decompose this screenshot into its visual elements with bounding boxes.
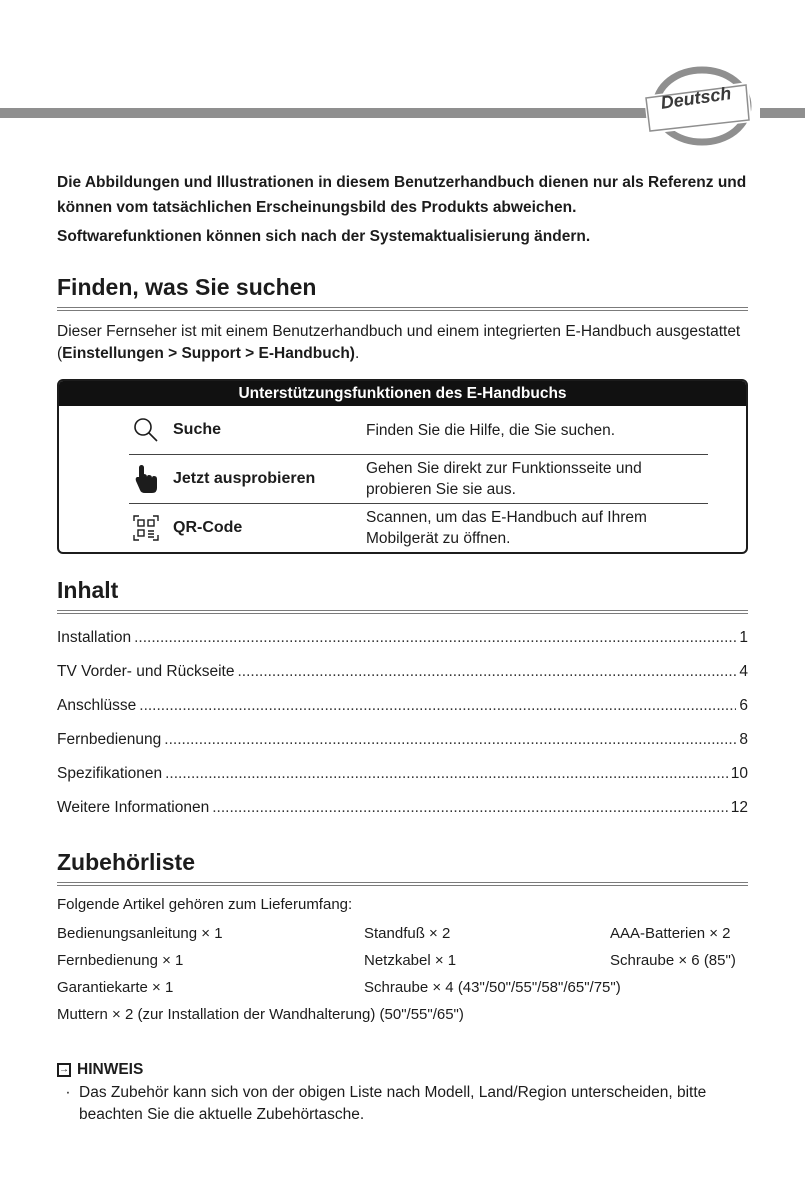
note-block (57, 1060, 748, 1126)
find-text-post: . (354, 345, 360, 362)
note-arrow-icon: → (59, 1064, 69, 1075)
software-note-text: Softwarefunktionen können sich nach der Systemaktualisierung ändern. (57, 228, 591, 245)
note-heading (57, 1060, 748, 1080)
table-of-contents (57, 626, 748, 830)
toc-entry[interactable] (57, 762, 748, 796)
magnifier-icon (129, 415, 163, 445)
toc-entry-label: Installation (57, 629, 132, 646)
ehelp-feature-desc: Scannen, um das E-Handbuch auf Ihrem Mobilgerät zu öffnen. (366, 509, 647, 547)
header-rule-right (760, 108, 805, 118)
accessory-item: Fernbedienung × 1 (57, 952, 184, 969)
intro-notes (57, 170, 748, 249)
section-title-accessories: Zubehörliste (57, 848, 748, 886)
header-rule-left (0, 108, 665, 118)
section-title-find: Finden, was Sie suchen (57, 273, 748, 311)
toc-entry[interactable] (57, 660, 748, 694)
accessories-intro: Folgende Artikel gehören zum Lieferumfang: (57, 896, 353, 913)
toc-entry[interactable] (57, 626, 748, 660)
language-label: Deutsch (659, 83, 733, 113)
ehelp-feature-name: Jetzt ausprobieren (173, 470, 316, 487)
toc-leader-dots (165, 762, 728, 786)
toc-leader-dots (139, 694, 736, 718)
note-title: HINWEIS (77, 1061, 144, 1078)
accessory-item: Schraube × 4 (43"/50"/55"/58"/65"/75") (364, 979, 621, 996)
section-title-contents: Inhalt (57, 576, 748, 614)
toc-leader-dots (237, 660, 736, 684)
toc-entry[interactable] (57, 694, 748, 728)
toc-entry-label: TV Vorder- und Rückseite (57, 663, 235, 680)
note-item (57, 1082, 748, 1126)
accessory-item: Netzkabel × 1 (364, 952, 457, 969)
accessory-item: Bedienungsanleitung × 1 (57, 925, 223, 942)
toc-entry-page: 4 (739, 663, 748, 680)
accessory-item: Schraube × 6 (85") (610, 952, 736, 969)
ehelp-features-box (57, 379, 748, 554)
accessories-row (57, 974, 748, 1001)
toc-entry-label: Weitere Informationen (57, 799, 210, 816)
section-accessories (57, 848, 748, 1028)
ehelp-feature-name: QR-Code (173, 519, 243, 536)
note-item-text: Das Zubehör kann sich von der obigen Liste nach Modell, Land/Region unterscheiden, bitte beachten Sie die aktuelle Zubehörtasche. (79, 1084, 707, 1123)
section-contents (57, 576, 748, 830)
ehelp-row-qr-code (129, 504, 708, 552)
toc-leader-dots (164, 728, 736, 752)
accessories-row (57, 947, 748, 974)
toc-entry[interactable] (57, 728, 748, 762)
ehelp-row-search (129, 406, 708, 455)
accessories-list (57, 920, 748, 1001)
ehelp-box-title: Unterstützungsfunktionen des E-Handbuchs (59, 381, 746, 406)
accessories-row (57, 920, 748, 947)
find-text-menu-path: Einstellungen > Support > E-Handbuch) (62, 345, 355, 362)
accessory-item: AAA-Batterien × 2 (610, 925, 731, 942)
ehelp-feature-name: Suche (173, 421, 222, 438)
toc-entry-page: 10 (730, 765, 748, 782)
toc-entry-label: Fernbedienung (57, 731, 162, 748)
toc-entry-page: 8 (739, 731, 748, 748)
disclaimer-text: Die Abbildungen und Illustrationen in diesem Benutzerhandbuch dienen nur als Referenz und können vom tatsächlichen Erscheinungsbild des Produkts abweichen. (57, 174, 747, 216)
ehelp-feature-desc: Finden Sie die Hilfe, die Sie suchen. (366, 421, 616, 439)
find-description (57, 321, 748, 365)
page-content (57, 170, 748, 1126)
toc-entry-label: Anschlüsse (57, 697, 137, 714)
toc-entry-page: 6 (739, 697, 748, 714)
accessory-item: Standfuß × 2 (364, 925, 451, 942)
note-bullet: · (65, 1084, 71, 1101)
toc-entry-label: Spezifikationen (57, 765, 163, 782)
section-find (57, 273, 748, 554)
qr-code-icon (129, 513, 163, 543)
ehelp-feature-desc: Gehen Sie direkt zur Funktionsseite und probieren Sie sie aus. (366, 460, 642, 498)
hand-pointer-icon (129, 464, 163, 494)
toc-leader-dots (134, 626, 736, 650)
toc-entry-page: 1 (739, 629, 748, 646)
accessory-item-nuts: Muttern × 2 (zur Installation der Wandhalterung) (50"/55"/65") (57, 1006, 464, 1023)
find-text-pre: Dieser Fernseher ist mit einem Benutzerhandbuch und einem integrierten E-Handbuch ausgestattet ( (57, 323, 741, 362)
accessory-item: Garantiekarte × 1 (57, 979, 174, 996)
ehelp-row-try-now (129, 455, 708, 504)
toc-entry-page: 12 (730, 799, 748, 816)
toc-entry[interactable] (57, 796, 748, 830)
toc-leader-dots (212, 796, 728, 820)
